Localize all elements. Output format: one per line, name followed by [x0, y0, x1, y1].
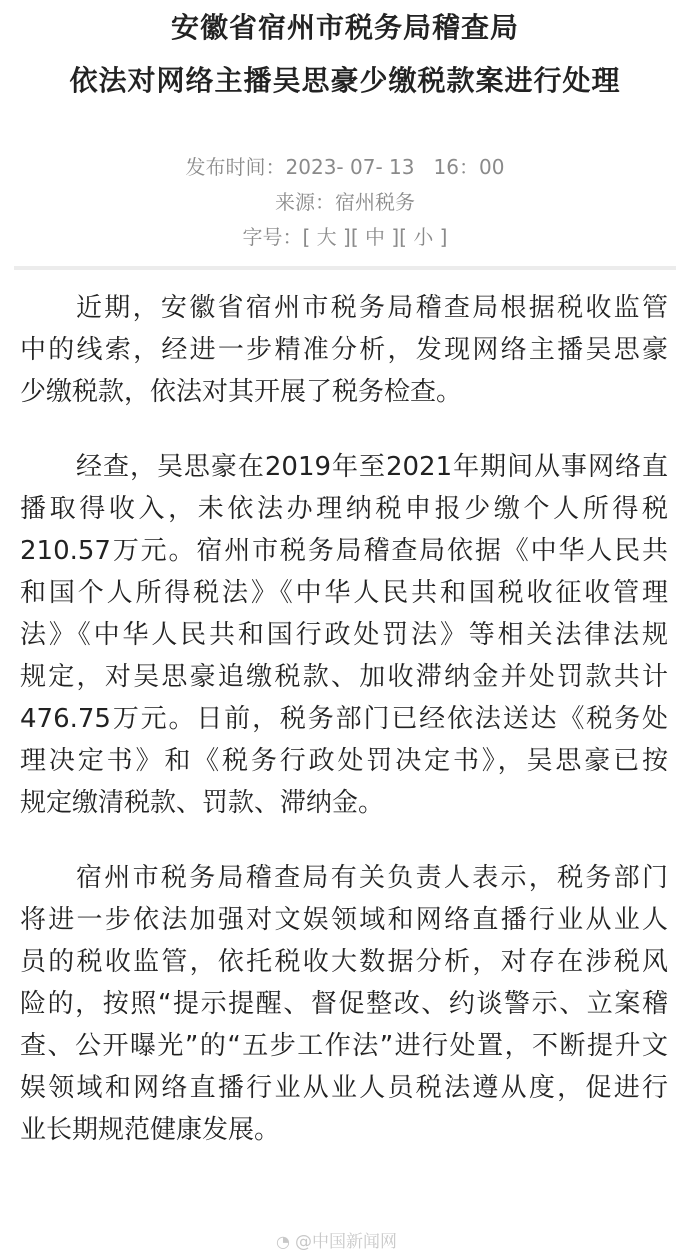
paragraph-line: 476.75万元。日前，税务部门已经依法送达《税务处: [20, 704, 668, 734]
source-label: 来源：: [275, 190, 335, 214]
paragraph-line: 播取得收入，未依法办理纳税申报少缴个人所得税: [20, 494, 668, 524]
publish-time: 2023- 07- 13 16：00: [285, 155, 505, 179]
publish-info: [0, 151, 690, 180]
paragraph-line: 中的线索，经进一步精准分析，发现网络主播吴思豪: [20, 335, 668, 365]
weibo-icon: ◔: [276, 1232, 296, 1251]
paragraph-line: 理决定书》和《税务行政处罚决定书》，吴思豪已按: [20, 746, 668, 776]
article-body: [20, 287, 668, 1184]
font-size-large-button[interactable]: [ 大 ]: [302, 225, 351, 249]
paragraph-line: 员的税收监管，依托税收大数据分析，对存在涉税风: [20, 947, 668, 977]
paragraph-line: 法》《中华人民共和国行政处罚法》等相关法律法规: [20, 620, 668, 650]
paragraph-line: 将进一步依法加强对文娱领域和网络直播行业从业人: [20, 905, 668, 935]
font-size-selector: [0, 221, 690, 250]
paragraph-line: 少缴税款，依法对其开展了税务检查。: [20, 377, 463, 407]
publish-label: 发布时间：: [185, 155, 286, 179]
paragraph-line: 和国个人所得税法》《中华人民共和国税收征收管理: [20, 578, 668, 608]
font-size-medium-button[interactable]: [ 中 ]: [350, 225, 400, 249]
divider: [14, 266, 676, 270]
paragraph-line: 险的，按照“提示提醒、督促整改、约谈警示、立案稽: [20, 989, 668, 1019]
watermark: [276, 1227, 397, 1252]
paragraph-line: 规定，对吴思豪追缴税款、加收滞纳金并处罚款共计: [20, 662, 668, 692]
article-title-line2: 依法对网络主播吴思豪少缴税款案进行处理: [69, 64, 621, 97]
font-size-small-button[interactable]: [ 小 ]: [399, 225, 448, 249]
paragraph-line: 娱领域和网络直播行业从业人员税法遵从度，促进行: [20, 1073, 668, 1103]
paragraph: [20, 446, 668, 824]
article-title-line1: 安徽省宿州市税务局稽查局: [170, 11, 519, 44]
paragraph-line: 业长期规范健康发展。: [20, 1115, 281, 1145]
paragraph-line: 查、公开曝光”的“五步工作法”进行处置，不断提升文: [20, 1031, 668, 1061]
watermark-text: @中国新闻网: [295, 1232, 398, 1252]
paragraph-line: 210.57万元。宿州市税务局稽查局依据《中华人民共: [20, 536, 668, 566]
font-size-label: 字号：: [242, 225, 303, 249]
paragraph-line: 经查，吴思豪在2019年至2021年期间从事网络直: [76, 452, 668, 482]
paragraph: [20, 857, 668, 1151]
paragraph: [20, 287, 668, 413]
source-info: [0, 186, 690, 215]
paragraph-line: 宿州市税务局稽查局有关负责人表示，税务部门: [76, 863, 668, 893]
source-value: 宿州税务: [335, 190, 415, 214]
paragraph-line: 规定缴清税款、罚款、滞纳金。: [20, 788, 385, 818]
paragraph-line: 近期，安徽省宿州市税务局稽查局根据税收监管: [76, 293, 668, 323]
